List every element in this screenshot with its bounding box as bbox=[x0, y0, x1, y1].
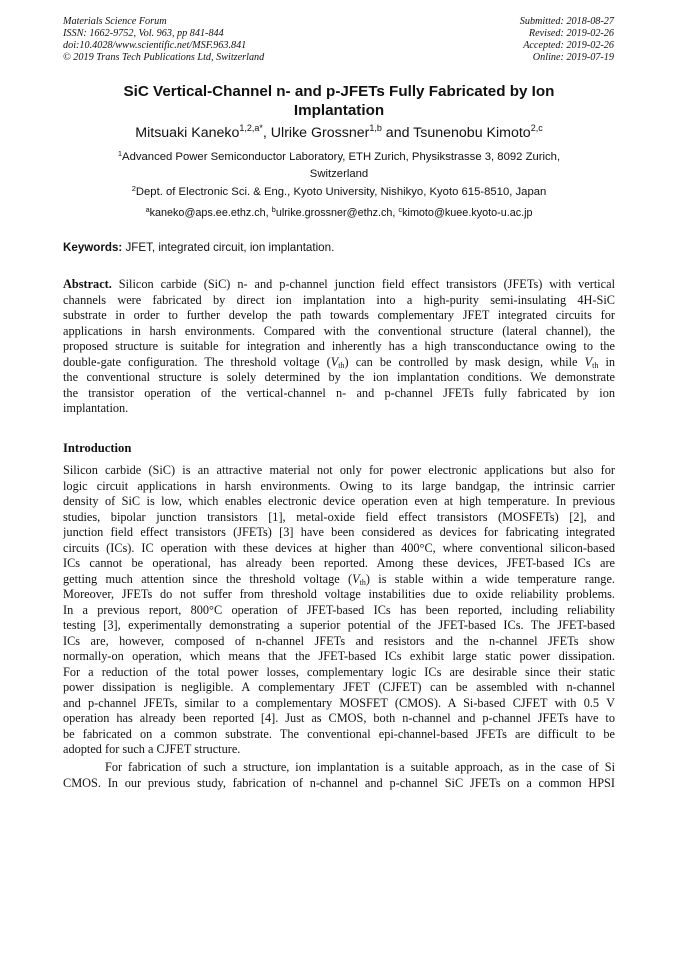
intro-line: density of SiC is low, which enables electronic device operation even at high temperature. In previous bbox=[63, 494, 615, 508]
author-2-affil: 1,b bbox=[369, 123, 382, 133]
abstract-text: ) can be controlled by mask design, while bbox=[344, 354, 585, 369]
introduction-paragraph-2 bbox=[63, 760, 615, 791]
intro-line: normally-on operation, which means that the JFET-based ICs exhibit large static power dissipation. bbox=[63, 649, 615, 663]
author-1-affil: 1,2,a* bbox=[239, 123, 263, 133]
author-separator: and bbox=[381, 125, 414, 141]
intro-line: studies, bipolar junction transistors [1], metal-oxide field effect transistors (MOSFETs) [2], and bbox=[63, 509, 615, 524]
author-emails bbox=[63, 205, 615, 222]
email-a: kaneko@aps.ee.ethz.ch, bbox=[149, 207, 272, 219]
intro-line: be fabricated on a common substrate. The conventional epi-channel-based JFETs are difficult to be bbox=[63, 726, 615, 741]
abstract-text: double-gate configuration. The threshold voltage ( bbox=[63, 354, 331, 369]
intro-line: and p-channel JFETs, similar to a complementary MOSFET (CMOS). A Si-based CJFET with 0.5 V bbox=[63, 695, 615, 710]
abstract-label: Abstract. bbox=[63, 277, 112, 291]
intro-line: junction field effect transistors (JFETs) [3] have been considered as devices for fabricating integrated bbox=[63, 525, 615, 539]
author-1: Mitsuaki Kaneko bbox=[135, 125, 240, 141]
abstract-line bbox=[63, 277, 615, 293]
intro-line: adopted for such a CJFET structure. bbox=[63, 742, 241, 756]
email-b: ulrike.grossner@ethz.ch, bbox=[275, 207, 399, 219]
submitted-date: Submitted: 2018-08-27 bbox=[519, 16, 614, 27]
vth-symbol: V bbox=[330, 354, 339, 369]
email-c-marker: c bbox=[398, 205, 403, 214]
author-3-affil: 2,c bbox=[530, 123, 543, 133]
intro-line: logic circuit applications in harsh environments. Owing to its large bandgap, the intrinsic carrier bbox=[63, 478, 615, 493]
abstract-line: proposed structure is suitable for integration and inherently has a high transconductance owing to the bbox=[63, 339, 615, 353]
intro-line: Silicon carbide (SiC) is an attractive material not only for power electronic applications but also for bbox=[63, 463, 615, 477]
abstract-line: substrate in order to further develop the path towards complementary JFET integrated circuits for bbox=[63, 308, 615, 322]
journal-name: Materials Science Forum bbox=[63, 16, 167, 27]
intro-line: ICs cannot be operational, has already been reported. Among these devices, JFET-based ICs are bbox=[63, 556, 615, 570]
title-line-2: Implantation bbox=[293, 102, 385, 119]
affiliation-1-number: 1 bbox=[117, 149, 123, 158]
author-2: Ulrike Grossner bbox=[270, 125, 370, 141]
abstract-text: Silicon carbide (SiC) n- and p-channel junction field effect transistors (JFETs) with vertical bbox=[111, 277, 615, 291]
intro-line: power dissipation is negligible. A complementary JFET (CJFET) can be assembled with n-channel bbox=[63, 680, 615, 694]
intro-line: CMOS. In our previous study, fabrication of n-channel and p-channel SiC JFETs on a common HPSI bbox=[63, 775, 615, 790]
copyright-line: © 2019 Trans Tech Publications Ltd, Switzerland bbox=[63, 52, 265, 63]
author-separator: , bbox=[262, 125, 271, 141]
issn-line: ISSN: 1662-9752, Vol. 963, pp 841-844 bbox=[63, 28, 224, 39]
intro-line: Moreover, JFETs do not suffer from threshold voltage instabilities due to oxide reliability problems. bbox=[63, 587, 615, 601]
vth-subscript: th bbox=[359, 577, 366, 587]
doi-line: doi:10.4028/www.scientific.net/MSF.963.841 bbox=[63, 40, 247, 51]
intro-line bbox=[63, 572, 615, 588]
intro-text: ) is stable within a wide temperature range. bbox=[365, 571, 615, 586]
accepted-date: Accepted: 2019-02-26 bbox=[523, 40, 614, 51]
vth-symbol: V bbox=[352, 571, 360, 586]
affiliation-2-number: 2 bbox=[131, 184, 136, 193]
abstract-line: applications in harsh environments. Compared with the conventional structure (lateral channel), the bbox=[63, 323, 615, 338]
intro-line: circuits (ICs). IC operation with these devices at higher than 400°C, where conventional silicon-based bbox=[63, 540, 615, 555]
abstract-line: implantation. bbox=[63, 401, 129, 415]
abstract-text: in bbox=[598, 354, 615, 369]
intro-line: For a reduction of the total power losses, complementary logic ICs are desirable since their static bbox=[63, 664, 615, 679]
author-3: Tsunenobu Kimoto bbox=[413, 125, 531, 141]
keywords-label: Keywords: bbox=[63, 241, 123, 254]
abstract bbox=[63, 277, 615, 417]
introduction-paragraph-1 bbox=[63, 463, 615, 758]
abstract-line: the transistor operation of the vertical-channel n- and p-channel JFETs fully fabricated by ion bbox=[63, 385, 615, 400]
vth-symbol: V bbox=[584, 354, 593, 369]
keywords-text: JFET, integrated circuit, ion implantation. bbox=[122, 241, 335, 254]
email-a-marker: a bbox=[145, 205, 150, 214]
affiliation-1-line-1: Advanced Power Semiconductor Laboratory, ETH Zurich, Physikstrasse 3, 8092 Zurich, bbox=[122, 151, 561, 163]
revised-date: Revised: 2019-02-26 bbox=[528, 28, 614, 39]
affiliation-2 bbox=[63, 184, 615, 201]
paper-title bbox=[63, 82, 615, 120]
intro-line: ICs are, however, composed of n-channel JFETs and resistors and the n-channel JFETs show bbox=[63, 633, 615, 648]
intro-line: For fabrication of such a structure, ion implantation is a suitable approach, as in the case of Si bbox=[105, 760, 615, 774]
submission-dates bbox=[520, 16, 614, 64]
intro-text: getting much attention since the threshold voltage ( bbox=[63, 571, 353, 586]
intro-line: operation has already been reported [4]. Just as CMOS, both n-channel and p-channel JFETs have to bbox=[63, 711, 615, 725]
online-date: Online: 2019-07-19 bbox=[532, 52, 614, 63]
author-list bbox=[63, 124, 615, 142]
vth-subscript: th bbox=[338, 360, 345, 370]
email-b-marker: b bbox=[271, 205, 276, 214]
abstract-line: channels were fabricated by direct ion implantation into a high-purity semi-insulating 4H-SiC bbox=[63, 292, 615, 307]
vth-subscript: th bbox=[592, 360, 599, 370]
abstract-line bbox=[63, 355, 615, 371]
keywords bbox=[63, 240, 334, 256]
email-c: kimoto@kuee.kyoto-u.ac.jp bbox=[402, 207, 533, 219]
abstract-line: the conventional structure is solely determined by the ion implantation conditions. We demonstrate bbox=[63, 370, 615, 384]
intro-line: testing [3], experimentally demonstrating a superior potential of the JFET-based ICs. The JFET-based bbox=[63, 618, 615, 632]
affiliation-2-text: Dept. of Electronic Sci. & Eng., Kyoto University, Nishikyo, Kyoto 615-8510, Japan bbox=[135, 186, 547, 198]
section-heading-introduction: Introduction bbox=[63, 441, 132, 455]
affiliation-1 bbox=[63, 149, 615, 183]
intro-line: In a previous report, 800°C operation of JFET-based ICs has been reported, including reliability bbox=[63, 602, 615, 617]
title-line-1: SiC Vertical-Channel n- and p-JFETs Fully Fabricated by Ion bbox=[123, 83, 555, 100]
affiliation-1-line-2: Switzerland bbox=[309, 168, 369, 180]
journal-info bbox=[63, 16, 264, 64]
